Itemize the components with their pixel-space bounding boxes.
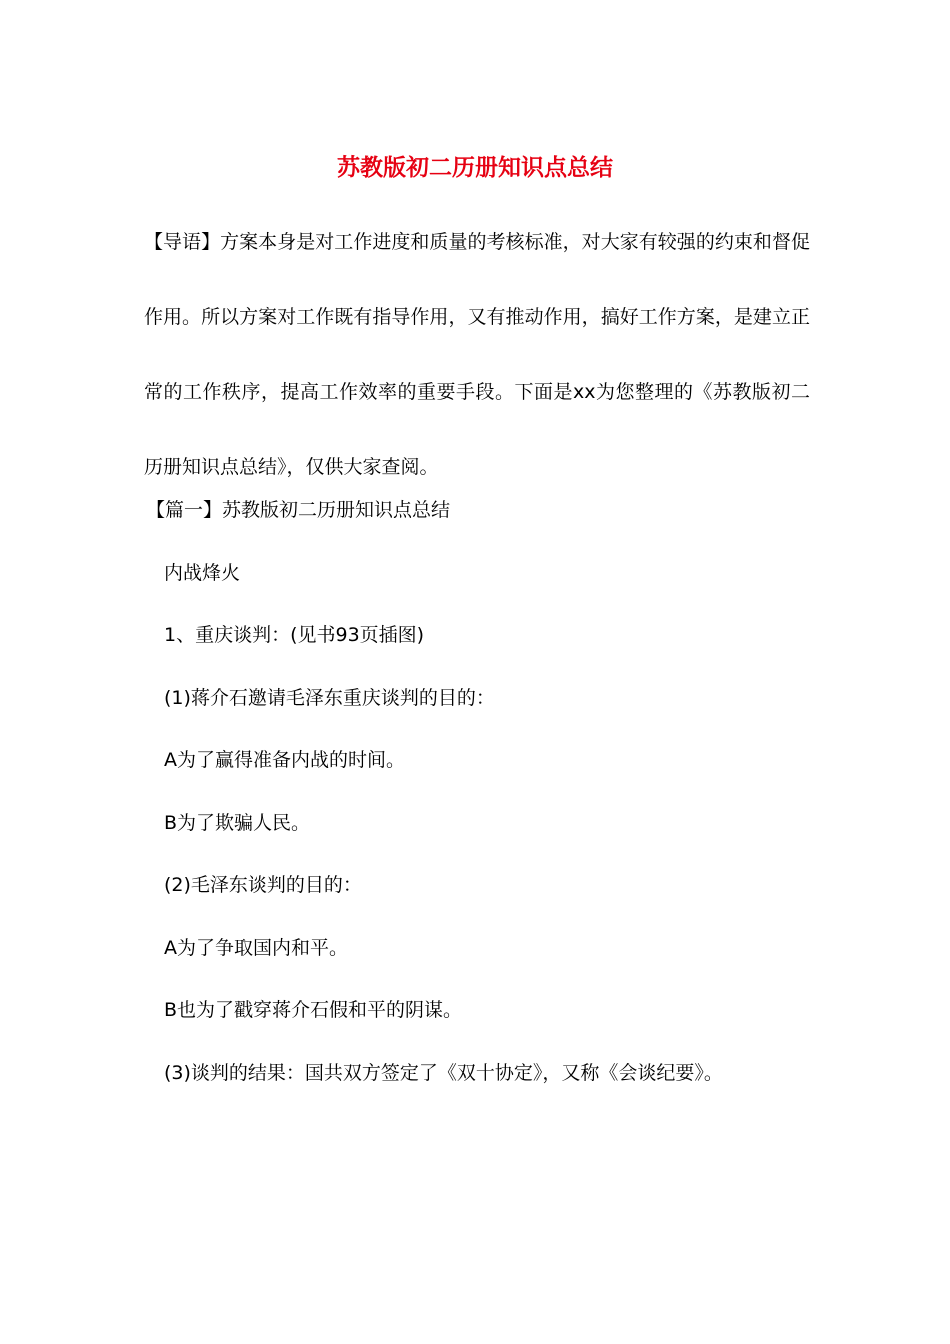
section-heading: 【篇一】苏教版初二历册知识点总结 [146, 499, 451, 521]
body-line: 1、重庆谈判：(见书93页插图) [164, 624, 425, 646]
body-line: A为了赢得准备内战的时间。 [164, 749, 405, 771]
body-line: B也为了戳穿蒋介石假和平的阴谋。 [164, 999, 463, 1021]
subsection-heading: 内战烽火 [164, 562, 241, 584]
body-line: (1)蒋介石邀请毛泽东重庆谈判的目的： [164, 687, 495, 709]
body-line: A为了争取国内和平。 [164, 937, 348, 959]
body-line: (3)谈判的结果：国共双方签定了《双十协定》，又称《会谈纪要》。 [164, 1062, 723, 1084]
intro-paragraph: 【导语】方案本身是对工作进度和质量的考核标准，对大家有较强的约束和督促作用。所以方案对工作既有指导作用，又有推动作用，搞好工作方案，是建立正常的工作秩序，提高工作效率的重要手段。下面是xx为您整理的《苏教版初二历册知识点总结》，仅供大家查阅。 [144, 231, 810, 478]
body-line: (2)毛泽东谈判的目的： [164, 874, 362, 896]
document-title: 苏教版初二历册知识点总结 [337, 155, 613, 181]
body-line: B为了欺骗人民。 [164, 812, 311, 834]
